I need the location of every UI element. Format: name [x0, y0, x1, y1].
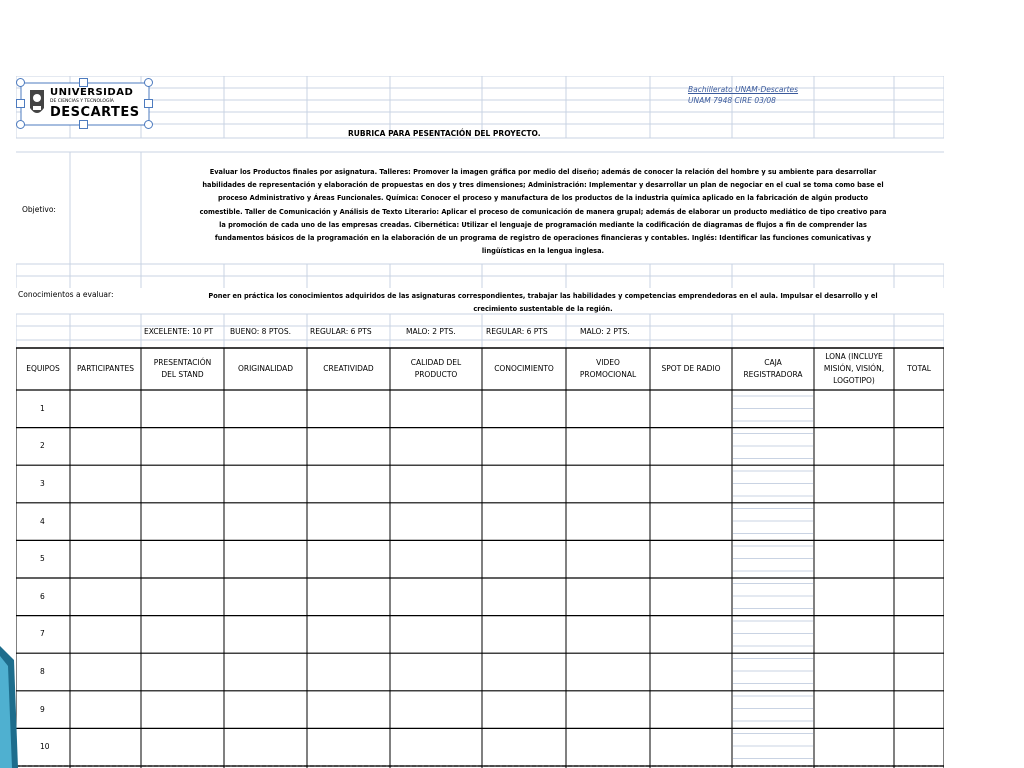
score-cell[interactable] [482, 503, 566, 541]
score-cell[interactable] [732, 540, 814, 578]
score-cell[interactable] [732, 728, 814, 766]
score-cell[interactable] [650, 691, 732, 729]
corner-decoration [0, 646, 20, 768]
logo-line1: UNIVERSIDAD [50, 87, 134, 98]
column-header-label: REGISTRADORA [743, 370, 803, 379]
score-cell[interactable] [390, 728, 482, 766]
score-cell[interactable] [141, 691, 224, 729]
table-row [16, 503, 944, 541]
team-number: 6 [40, 591, 45, 601]
crest-icon [30, 90, 44, 113]
team-number: 2 [40, 441, 45, 451]
column-header-label: EQUIPOS [26, 364, 60, 373]
score-cell[interactable] [224, 728, 307, 766]
score-cell[interactable] [224, 616, 307, 654]
score-cell[interactable] [70, 578, 141, 616]
score-cell[interactable] [566, 540, 650, 578]
resize-handle-bottom-right[interactable] [144, 120, 153, 129]
column-header-label: PRODUCTO [414, 370, 458, 379]
column-header[interactable] [141, 348, 224, 390]
table-row [16, 616, 944, 654]
table-row [16, 465, 944, 503]
score-cell[interactable] [307, 578, 390, 616]
score-cell[interactable] [814, 691, 894, 729]
table-row [16, 540, 944, 578]
score-cell[interactable] [224, 428, 307, 466]
score-cell[interactable] [894, 728, 944, 766]
score-cell[interactable] [650, 503, 732, 541]
objective-line: comestible. Taller de Comunicación y Análisis de Texto Literario: Aplicar el proceso de comunicación de manera grupal; además de elaborar un producto mediático de tipo creativo para [199, 207, 887, 216]
score-cell[interactable] [70, 390, 141, 428]
score-cell[interactable] [307, 540, 390, 578]
score-cell[interactable] [224, 465, 307, 503]
score-cell[interactable] [650, 653, 732, 691]
score-cell[interactable] [482, 728, 566, 766]
score-cell[interactable] [814, 540, 894, 578]
score-cell[interactable] [566, 578, 650, 616]
score-cell[interactable] [482, 653, 566, 691]
scale-item: REGULAR: 6 PTS [486, 327, 548, 336]
knowledge-label: Conocimientos a evaluar: [18, 290, 114, 299]
column-header-label: PROMOCIONAL [579, 370, 637, 379]
column-header-label: CAJA [764, 358, 782, 367]
score-cell[interactable] [224, 540, 307, 578]
score-cell[interactable] [566, 691, 650, 729]
scale-item: EXCELENTE: 10 PT [144, 327, 214, 336]
column-header-label: LOGOTIPO) [833, 376, 875, 385]
score-cell[interactable] [650, 616, 732, 654]
scale-item: MALO: 2 PTS. [580, 327, 630, 336]
score-cell[interactable] [390, 691, 482, 729]
score-cell[interactable] [482, 540, 566, 578]
resize-handle-bottom-left[interactable] [16, 120, 25, 129]
column-header[interactable] [814, 348, 894, 390]
column-header-label: DEL STAND [161, 370, 204, 379]
score-cell[interactable] [732, 503, 814, 541]
column-header[interactable] [482, 348, 566, 390]
score-cell[interactable] [566, 428, 650, 466]
column-header[interactable] [732, 348, 814, 390]
table-row [16, 653, 944, 691]
column-header-label: CONOCIMIENTO [494, 364, 554, 373]
column-header-label: CREATIVIDAD [323, 364, 374, 373]
score-cell[interactable] [390, 465, 482, 503]
score-cell[interactable] [566, 465, 650, 503]
score-cell[interactable] [650, 428, 732, 466]
column-header[interactable] [566, 348, 650, 390]
score-cell[interactable] [390, 616, 482, 654]
score-cell[interactable] [814, 390, 894, 428]
score-cell[interactable] [732, 616, 814, 654]
objective-line: Evaluar los Productos finales por asignatura. Talleres: Promover la imagen gráfica por medio del diseño; además de conocer la relación del hombre y su ambiente para desarrollar [209, 168, 877, 176]
score-cell[interactable] [566, 653, 650, 691]
score-cell[interactable] [732, 653, 814, 691]
score-cell[interactable] [224, 503, 307, 541]
table-row [16, 578, 944, 616]
score-cell[interactable] [307, 390, 390, 428]
school-code: UNAM 7948 CIRE 03/08 [688, 96, 776, 105]
score-cell[interactable] [70, 653, 141, 691]
scale-item: MALO: 2 PTS. [406, 327, 456, 336]
column-header-label: ORIGINALIDAD [237, 364, 294, 373]
column-header-label: LONA (INCLUYE [825, 352, 883, 361]
objective-line: fundamentos básicos de la programación en la elaboración de un programa de registro de operaciones financieras y contables. Inglés: Identificar las funciones comunicativas y [214, 234, 872, 243]
column-header[interactable] [307, 348, 390, 390]
score-cell[interactable] [482, 691, 566, 729]
column-header-label: CALIDAD DEL [410, 358, 462, 367]
score-cell[interactable] [141, 540, 224, 578]
score-cell[interactable] [732, 465, 814, 503]
score-cell[interactable] [650, 728, 732, 766]
score-cell[interactable] [650, 465, 732, 503]
score-cell[interactable] [70, 540, 141, 578]
score-cell[interactable] [390, 540, 482, 578]
score-cell[interactable] [482, 578, 566, 616]
score-cell[interactable] [894, 578, 944, 616]
scale-item: BUENO: 8 PTOS. [230, 327, 291, 336]
score-cell[interactable] [390, 653, 482, 691]
score-cell[interactable] [566, 390, 650, 428]
score-cell[interactable] [894, 653, 944, 691]
score-cell[interactable] [650, 540, 732, 578]
team-number: 4 [40, 516, 45, 526]
score-cell[interactable] [70, 503, 141, 541]
score-cell[interactable] [814, 653, 894, 691]
resize-handle-top-left[interactable] [16, 78, 25, 87]
score-cell[interactable] [307, 503, 390, 541]
score-cell[interactable] [141, 728, 224, 766]
score-cell[interactable] [482, 616, 566, 654]
knowledge-line: Poner en práctica los conocimientos adquiridos de las asignaturas correspondientes, trabajar las habilidades y competencias emprendedoras en el aula. Impulsar el desarrollo y el [208, 292, 878, 300]
column-header[interactable] [224, 348, 307, 390]
table-row [16, 728, 944, 766]
score-cell[interactable] [307, 728, 390, 766]
knowledge-text [142, 290, 944, 316]
logo-line3: DESCARTES [50, 105, 140, 120]
column-header[interactable] [16, 348, 70, 390]
score-cell[interactable] [70, 728, 141, 766]
resize-handle-right[interactable] [144, 99, 153, 108]
team-number: 10 [40, 742, 50, 752]
score-cell[interactable] [141, 465, 224, 503]
score-cell[interactable] [894, 428, 944, 466]
score-cell[interactable] [224, 653, 307, 691]
knowledge-line: crecimiento sustentable de la región. [473, 305, 613, 313]
column-header[interactable] [390, 348, 482, 390]
score-cell[interactable] [141, 653, 224, 691]
score-cell[interactable] [307, 616, 390, 654]
team-number: 5 [40, 554, 45, 564]
score-cell[interactable] [141, 616, 224, 654]
spreadsheet-sheet [16, 76, 944, 768]
objective-label: Objetivo: [22, 205, 56, 214]
score-cell[interactable] [482, 428, 566, 466]
objective-line: habilidades de representación y elaboración de propuestas en dos y tres dimensiones; Administración: Implementar y desarrollar un plan de negociar en el cual se toma como base el [202, 181, 884, 190]
team-number: 8 [40, 666, 45, 676]
score-cell[interactable] [894, 390, 944, 428]
score-cell[interactable] [307, 465, 390, 503]
scale-item: REGULAR: 6 PTS [310, 327, 372, 336]
score-cell[interactable] [141, 503, 224, 541]
resize-handle-top[interactable] [79, 78, 88, 87]
column-header-label: TOTAL [907, 364, 931, 373]
school-name: Bachillerato UNAM-Descartes [688, 85, 799, 94]
score-cell[interactable] [894, 503, 944, 541]
score-cell[interactable] [814, 503, 894, 541]
score-cell[interactable] [390, 390, 482, 428]
score-cell[interactable] [70, 691, 141, 729]
column-header-label: MISIÓN, VISIÓN, [823, 364, 885, 373]
column-header-label: PRESENTACIÓN [153, 358, 212, 367]
resize-handle-left[interactable] [16, 99, 25, 108]
score-cell[interactable] [70, 616, 141, 654]
score-cell[interactable] [894, 540, 944, 578]
resize-handle-top-right[interactable] [144, 78, 153, 87]
score-cell[interactable] [894, 691, 944, 729]
score-cell[interactable] [482, 390, 566, 428]
team-number: 3 [40, 478, 45, 488]
score-cell[interactable] [814, 616, 894, 654]
score-cell[interactable] [732, 428, 814, 466]
team-number: 9 [40, 704, 45, 714]
document-title: RUBRICA PARA PESENTACIÓN DEL PROYECTO. [348, 129, 541, 138]
score-cell[interactable] [650, 578, 732, 616]
score-cell[interactable] [814, 465, 894, 503]
score-cell[interactable] [732, 691, 814, 729]
score-cell[interactable] [141, 390, 224, 428]
table-row [16, 428, 944, 466]
score-cell[interactable] [814, 728, 894, 766]
score-cell[interactable] [307, 653, 390, 691]
objective-line: lingüísticas en la lengua inglesa. [481, 247, 605, 256]
team-number: 1 [40, 403, 45, 413]
score-cell[interactable] [894, 616, 944, 654]
score-cell[interactable] [224, 390, 307, 428]
score-cell[interactable] [894, 465, 944, 503]
table-row [16, 390, 944, 428]
team-number: 7 [40, 629, 45, 639]
score-cell[interactable] [70, 465, 141, 503]
column-header[interactable] [650, 348, 732, 390]
score-cell[interactable] [141, 428, 224, 466]
objective-text [142, 166, 944, 258]
score-cell[interactable] [566, 728, 650, 766]
score-cell[interactable] [70, 428, 141, 466]
score-cell[interactable] [390, 428, 482, 466]
score-cell[interactable] [732, 578, 814, 616]
score-cell[interactable] [141, 578, 224, 616]
score-cell[interactable] [566, 503, 650, 541]
score-cell[interactable] [566, 616, 650, 654]
score-cell[interactable] [307, 428, 390, 466]
objective-line: la promoción de cada uno de las empresas creadas. Cibernética: Utilizar el lenguaje de programación mediante la codificación de diagramas de flujos a fin de comprender las [219, 220, 867, 229]
score-cell[interactable] [224, 691, 307, 729]
column-header-label: VIDEO [596, 358, 620, 367]
score-cell[interactable] [732, 390, 814, 428]
score-cell[interactable] [390, 578, 482, 616]
column-header[interactable] [70, 348, 141, 390]
score-cell[interactable] [307, 691, 390, 729]
logo-line2: DE CIENCIAS Y TECNOLOGÍA [50, 99, 114, 104]
score-cell[interactable] [482, 465, 566, 503]
score-cell[interactable] [224, 578, 307, 616]
column-header-label: SPOT DE RADIO [661, 364, 721, 373]
objective-line: proceso Administrativo y Áreas Funcionales. Química: Conocer el proceso y manufactura de los productos de la industria química aplicado en la fabricación de algún producto [218, 194, 868, 203]
resize-handle-bottom[interactable] [79, 120, 88, 129]
score-cell[interactable] [814, 578, 894, 616]
score-cell[interactable] [814, 428, 894, 466]
score-cell[interactable] [390, 503, 482, 541]
column-header-label: PARTICIPANTES [77, 364, 134, 373]
table-row [16, 691, 944, 729]
score-cell[interactable] [650, 390, 732, 428]
column-header[interactable] [894, 348, 944, 390]
